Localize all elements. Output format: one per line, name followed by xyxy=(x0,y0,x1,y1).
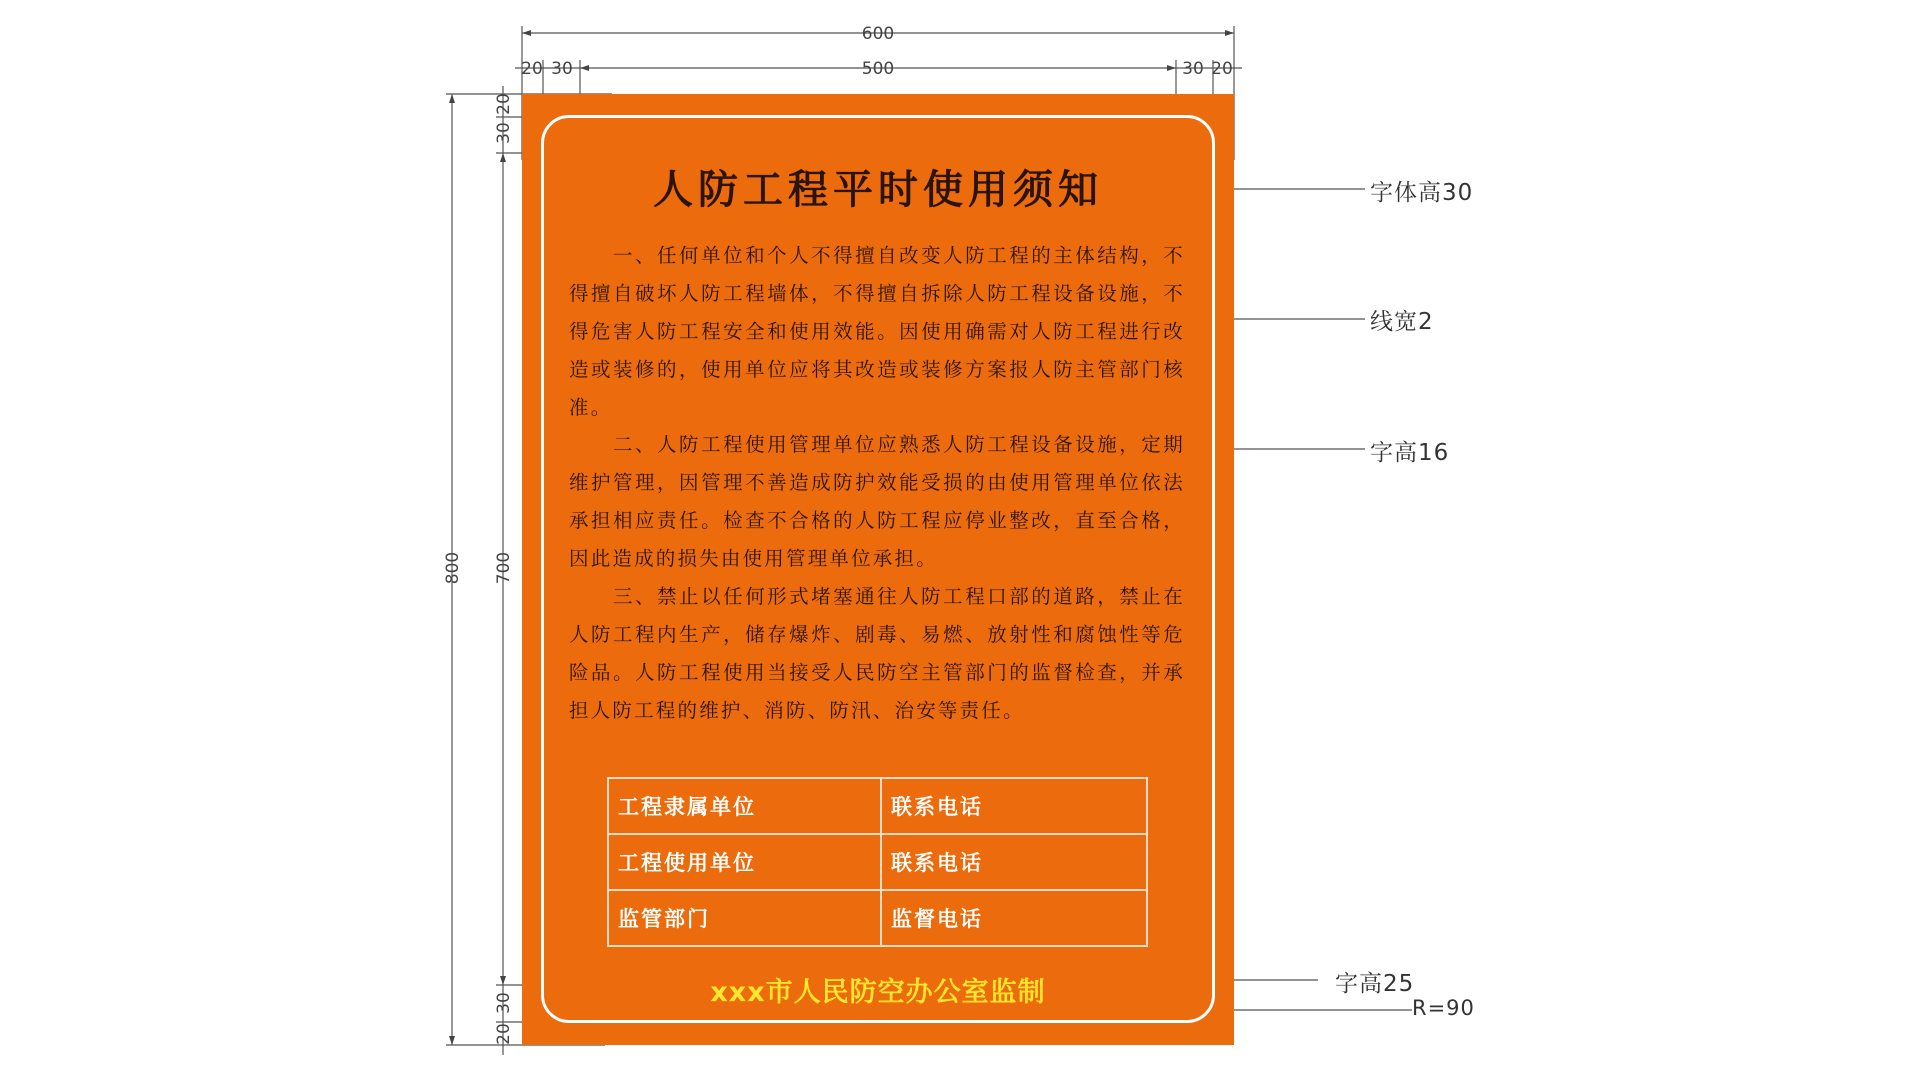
table-row xyxy=(608,778,1147,834)
dim-label-left-margin-2: 30 xyxy=(551,59,573,79)
annotation-title-font: 字体高30 xyxy=(1370,180,1474,206)
dim-label-right-margin-2: 20 xyxy=(1211,59,1233,79)
dim-label-bottom-margin-1: 30 xyxy=(494,992,514,1014)
dim-label-total-width: 600 xyxy=(861,24,895,44)
annotation-footer-font: 字高25 xyxy=(1335,971,1415,997)
table-cell-phone: 监督电话 xyxy=(881,890,1147,946)
sign-title: 人防工程平时使用须知 xyxy=(653,167,1103,213)
sign-footer: xxx市人民防空办公室监制 xyxy=(710,977,1046,1008)
table-cell-unit: 工程使用单位 xyxy=(608,834,881,890)
dim-label-inner-height: 700 xyxy=(494,551,514,585)
table-row xyxy=(608,890,1147,946)
dim-label-top-margin-1: 20 xyxy=(494,93,514,115)
dim-label-left-margin-1: 20 xyxy=(521,59,543,79)
annotation-line-width: 线宽2 xyxy=(1370,309,1434,335)
rule-paragraph-2: 二、人防工程使用管理单位应熟悉人防工程设备设施，定期维护管理，因管理不善造成防护效能受损的由使用管理单位依法承担相应责任。检查不合格的人防工程应停业整改，直至合格，因此造成的损失由使用管理单位承担。 xyxy=(569,433,1185,570)
rule-paragraph-1: 一、任何单位和个人不得擅自改变人防工程的主体结构，不得擅自破坏人防工程墙体，不得擅自拆除人防工程设备设施，不得危害人防工程安全和使用效能。因使用确需对人防工程进行改造或装修的，使用单位应将其改造或装修方案报人防主管部门核准。 xyxy=(569,244,1185,419)
dim-label-bottom-margin-2: 20 xyxy=(494,1023,514,1045)
annotation-corner-radius: R=90 xyxy=(1412,996,1475,1020)
dim-label-top-margin-2: 30 xyxy=(494,122,514,144)
table-cell-unit: 工程隶属单位 xyxy=(608,778,881,834)
table-row xyxy=(608,834,1147,890)
table-cell-phone: 联系电话 xyxy=(881,834,1147,890)
dim-label-right-margin-1: 30 xyxy=(1182,59,1204,79)
contact-info-table xyxy=(607,777,1148,947)
table-cell-unit: 监管部门 xyxy=(608,890,881,946)
dim-label-total-height: 800 xyxy=(443,551,463,585)
dim-label-inner-width: 500 xyxy=(861,59,895,79)
rule-paragraph-3: 三、禁止以任何形式堵塞通往人防工程口部的道路，禁止在人防工程内生产，储存爆炸、剧毒、易燃、放射性和腐蚀性等危险品。人防工程使用当接受人民防空主管部门的监督检查，并承担人防工程的维护、消防、防汛、治安等责任。 xyxy=(569,585,1185,722)
annotation-body-font: 字高16 xyxy=(1370,440,1450,466)
table-cell-phone: 联系电话 xyxy=(881,778,1147,834)
